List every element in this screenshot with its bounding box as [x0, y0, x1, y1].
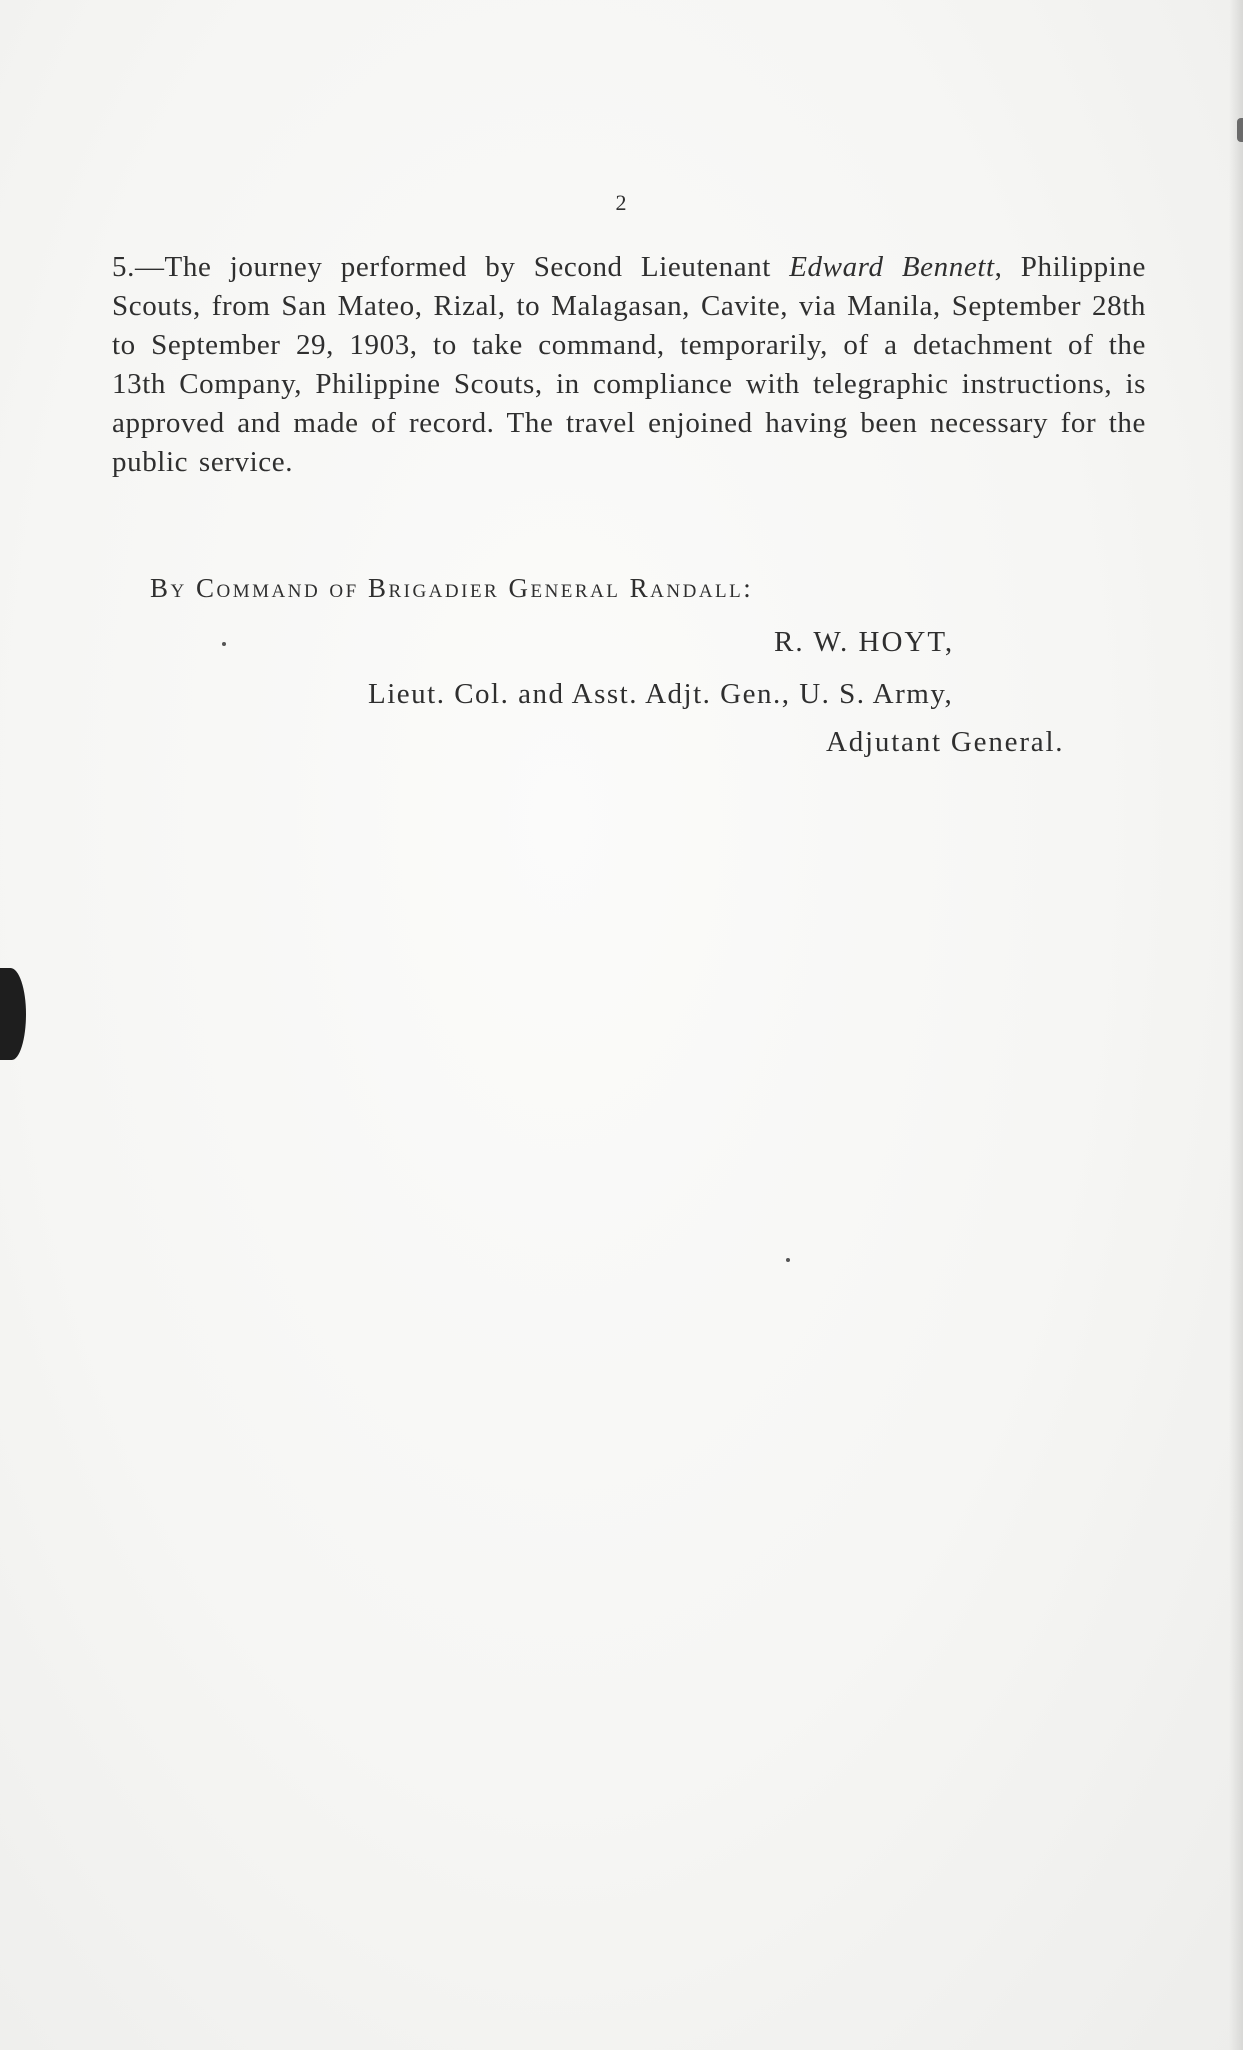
ink-speck: [222, 642, 226, 646]
signer-rank: Lieut. Col. and Asst. Adjt. Gen., U. S. Army,: [368, 678, 954, 710]
order-text-body: , Philippine Scouts, from San Mateo, Rizal, to Malagasan, Cavite, via Manila, September 28th to September 29, 1903, to take command, temporarily, of a detachment of the 13th Company, Philippine Scouts, in compliance with telegraphic instructions, is approved and made of record. The travel enjoined having been necessary for the public service.: [112, 251, 1146, 478]
page-edge-shadow: [1229, 0, 1243, 2050]
signer-title: Adjutant General.: [826, 726, 1065, 758]
page-number: 2: [615, 190, 628, 215]
ink-speck: [786, 1258, 790, 1262]
officer-name: Edward Bennett: [789, 251, 995, 283]
order-text-intro: 5.—The journey performed by Second Lieutenant: [112, 251, 790, 283]
command-line: By Command of Brigadier General Randall:: [150, 573, 754, 603]
edge-ink-mark: [1237, 118, 1243, 142]
signer-name: R. W. HOYT,: [774, 626, 955, 658]
order-paragraph: [112, 248, 1146, 482]
